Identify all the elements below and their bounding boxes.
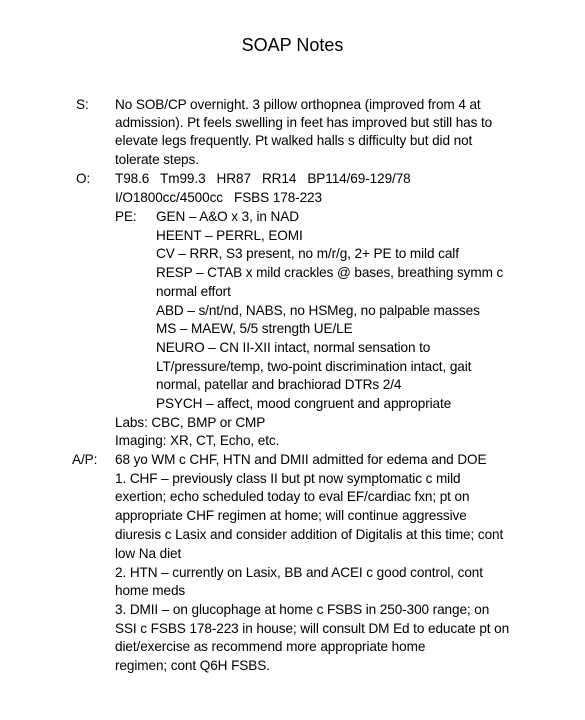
assessment-plan-line: SSI c FSBS 178-223 in house; will consult DM Ed to educate pt on: [115, 621, 510, 636]
assessment-plan-line: 3. DMII – on glucophage at home c FSBS in 250-300 range; on: [115, 602, 490, 617]
subjective-line: admission). Pt feels swelling in feet has improved but still has to: [115, 115, 493, 130]
subjective-line: elevate legs frequently. Pt walked halls s difficulty but did not: [115, 133, 473, 148]
pe-line: CV – RRR, S3 present, no m/r/g, 2+ PE to mild calf: [156, 246, 459, 261]
objective-io: I/O1800cc/4500cc FSBS 178-223: [115, 190, 322, 205]
imaging-line: Imaging: XR, CT, Echo, etc.: [115, 433, 280, 448]
pe-line: normal, patellar and brachiorad DTRs 2/4: [156, 377, 402, 392]
pe-line: MS – MAEW, 5/5 strength UE/LE: [156, 321, 353, 336]
pe-line: LT/pressure/temp, two-point discrimination intact, gait: [156, 359, 472, 374]
assessment-plan-line: appropriate CHF regimen at home; will continue aggressive: [115, 508, 467, 523]
page-title: SOAP Notes: [241, 35, 344, 55]
assessment-plan-line: exertion; echo scheduled today to eval EF/cardiac fxn; pt on: [115, 489, 470, 504]
pe-line: HEENT – PERRL, EOMI: [156, 228, 303, 243]
objective-label: O:: [76, 171, 91, 186]
pe-label: PE:: [115, 209, 137, 224]
assessment-plan-line: 1. CHF – previously class II but pt now symptomatic c mild: [115, 471, 461, 486]
pe-line: RESP – CTAB x mild crackles @ bases, breathing symm c: [156, 265, 504, 280]
pe-line: normal effort: [156, 284, 231, 299]
labs-line: Labs: CBC, BMP or CMP: [115, 415, 266, 430]
subjective-line: tolerate steps.: [115, 152, 199, 167]
assessment-plan-line: low Na diet: [115, 546, 182, 561]
pe-line: NEURO – CN II-XII intact, normal sensation to: [156, 340, 431, 355]
subjective-line: No SOB/CP overnight. 3 pillow orthopnea (improved from 4 at: [115, 97, 481, 112]
assessment-plan-label: A/P:: [72, 452, 98, 467]
pe-line: GEN – A&O x 3, in NAD: [156, 209, 299, 224]
assessment-plan-line: home meds: [115, 583, 186, 598]
assessment-plan-line: regimen; cont Q6H FSBS.: [115, 658, 270, 673]
pe-line: ABD – s/nt/nd, NABS, no HSMeg, no palpable masses: [156, 303, 480, 318]
assessment-plan-line: 68 yo WM c CHF, HTN and DMII admitted for edema and DOE: [115, 452, 487, 467]
subjective-label: S:: [76, 97, 89, 112]
assessment-plan-line: 2. HTN – currently on Lasix, BB and ACEI c good control, cont: [115, 565, 483, 580]
objective-vitals: T98.6 Tm99.3 HR87 RR14 BP114/69-129/78: [115, 171, 411, 186]
assessment-plan-line: diuresis c Lasix and consider addition of Digitalis at this time; cont: [115, 527, 504, 542]
pe-line: PSYCH – affect, mood congruent and appropriate: [156, 396, 452, 411]
assessment-plan-line: diet/exercise as recommend more appropriate home: [115, 639, 426, 654]
